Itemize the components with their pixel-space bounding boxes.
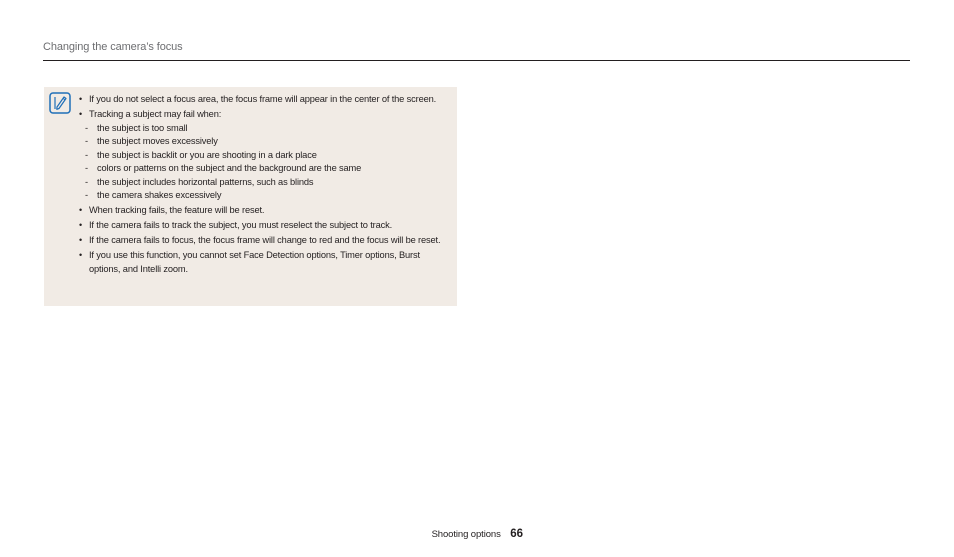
page-number: 66 — [510, 528, 523, 540]
note-pencil-icon — [49, 92, 71, 114]
note-item-text: Tracking a subject may fail when: — [89, 109, 222, 119]
condition-item: - the subject is backlit or you are shooting in a dark place — [85, 149, 451, 163]
note-item: • If you do not select a focus area, the focus frame will appear in the center of the screen. — [79, 93, 451, 107]
page-footer — [432, 524, 523, 542]
note-item: • If the camera fails to track the subject, you must reselect the subject to track. — [79, 219, 451, 233]
note-item: • If you use this function, you cannot set Face Detection options, Timer options, Burst options, and Intelli zoom. — [79, 249, 451, 276]
tracking-fail-conditions — [85, 122, 451, 203]
condition-item: - colors or patterns on the subject and the background are the same — [85, 162, 451, 176]
note-item-tracking-fail — [79, 108, 451, 203]
section-title: Changing the camera’s focus — [43, 41, 183, 53]
page-header — [43, 41, 910, 61]
note-box — [44, 87, 457, 306]
condition-item: - the subject is too small — [85, 122, 451, 136]
note-item: • When tracking fails, the feature will be reset. — [79, 204, 451, 218]
note-item: • If the camera fails to focus, the focus frame will change to red and the focus will be reset. — [79, 234, 451, 248]
condition-item: - the camera shakes excessively — [85, 189, 451, 203]
condition-item: - the subject includes horizontal patterns, such as blinds — [85, 176, 451, 190]
condition-item: - the subject moves excessively — [85, 135, 451, 149]
footer-section-label: Shooting options — [431, 529, 501, 540]
note-list — [79, 93, 451, 278]
